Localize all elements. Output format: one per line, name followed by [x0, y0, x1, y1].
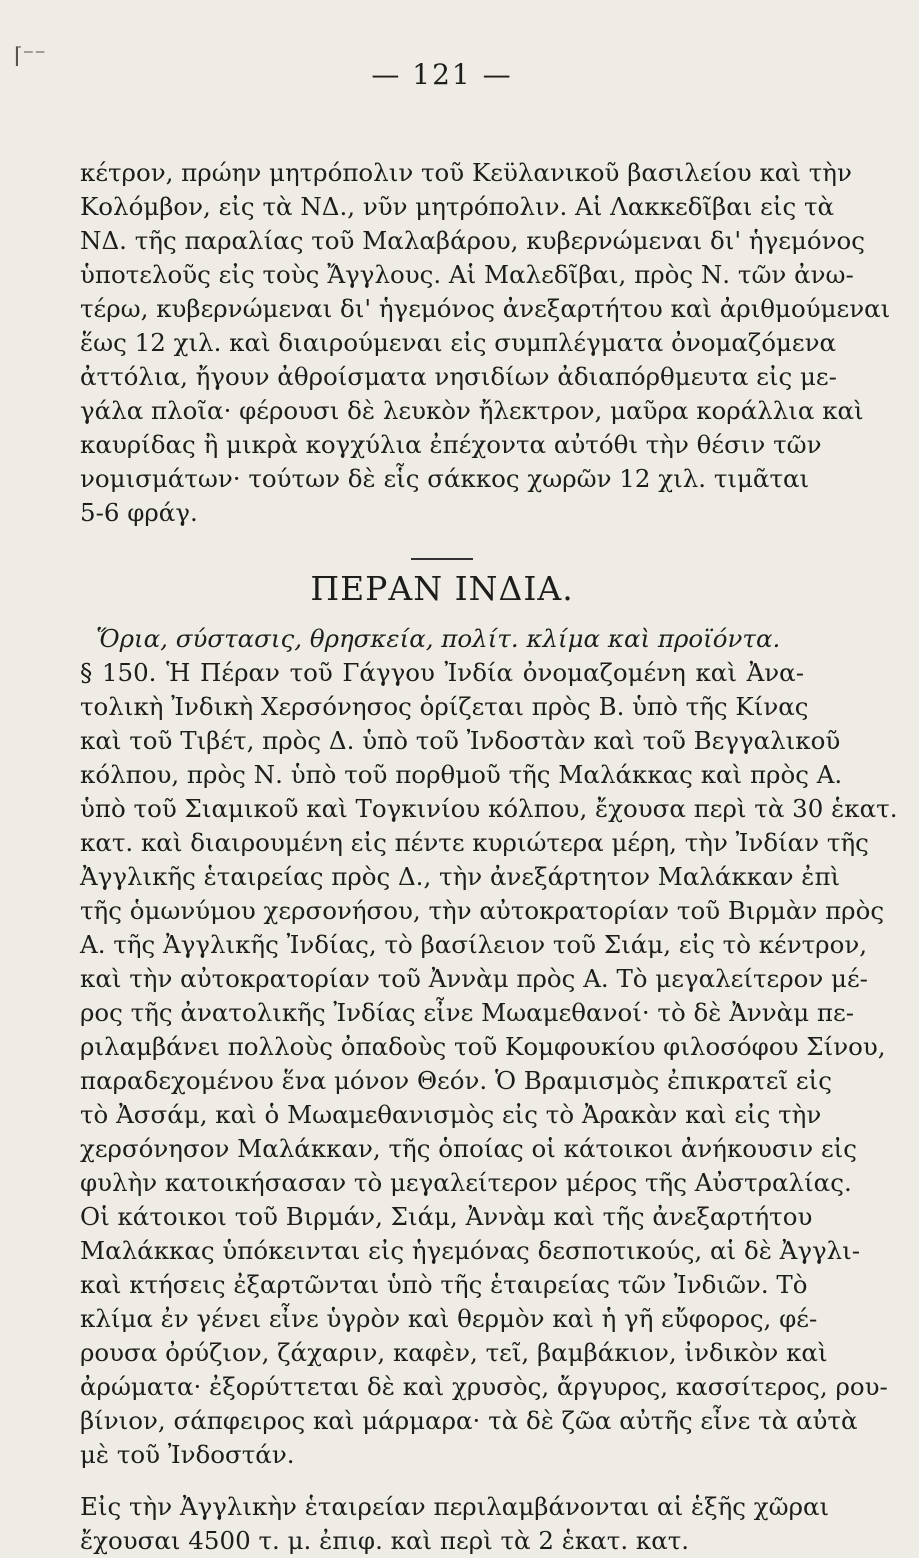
text-line: Μαλάκκας ὑπόκεινται εἰς ἡγεμόνας δεσποτικούς, αἱ δὲ Ἀγγλι-: [80, 1236, 861, 1265]
section-heading: ΠΕΡΑΝ ΙΝΔΙΑ.: [310, 569, 574, 608]
text-line: φυλὴν κατοικήσασαν τὸ μεγαλείτερον μέρος τῆς Αὐστραλίας.: [80, 1168, 852, 1197]
text-line: τολικὴ Ἰνδικὴ Χερσόνησος ὁρίζεται πρὸς Β. ὑπὸ τῆς Κίνας: [80, 692, 809, 721]
text-line: χερσόνησον Μαλάκκαν, τῆς ὁποίας οἱ κάτοικοι ἀνήκουσιν εἰς: [80, 1134, 857, 1163]
text-line: Ἀγγλικῆς ἑταιρείας πρὸς Δ., τὴν ἀνεξάρτητον Μαλάκκαν ἐπὶ: [80, 862, 841, 891]
text-line: τῆς ὁμωνύμου χερσονήσου, τὴν αὐτοκρατορίαν τοῦ Βιρμὰν πρὸς: [80, 896, 885, 925]
text-line: νομισμάτων· τούτων δὲ εἷς σάκκος χωρῶν 12 χιλ. τιμᾶται: [80, 464, 810, 493]
text-line: καὶ τοῦ Τιβέτ, πρὸς Δ. ὑπὸ τοῦ Ἰνδοστὰν καὶ τοῦ Βεγγαλικοῦ: [80, 726, 841, 755]
text-line: καυρίδας ἢ μικρὰ κογχύλια ἐπέχοντα αὐτόθι τὴν θέσιν τῶν: [80, 430, 822, 459]
text-line: ἕως 12 χιλ. καὶ διαιρούμεναι εἰς συμπλέγματα ὀνομαζόμενα: [80, 328, 837, 357]
paragraph-section-150: [80, 656, 898, 1472]
text-line: παραδεχομένου ἕνα μόνον Θεόν. Ὁ Βραμισμὸς ἐπικρατεῖ εἰς: [80, 1066, 832, 1095]
section-rule: [411, 558, 473, 560]
text-line: κόλπου, πρὸς Ν. ὑπὸ τοῦ πορθμοῦ τῆς Μαλάκκας καὶ πρὸς Α.: [80, 760, 843, 789]
text-line: ἔχουσαι 4500 τ. μ. ἐπιφ. καὶ περὶ τὰ 2 ἑκατ. κατ.: [80, 1526, 690, 1555]
text-line: ρος τῆς ἀνατολικῆς Ἰνδίας εἶνε Μωαμεθανοί· τὸ δὲ Ἀννὰμ πε-: [80, 998, 854, 1027]
text-line: Α. τῆς Ἀγγλικῆς Ἰνδίας, τὸ βασίλειον τοῦ Σιάμ, εἰς τὸ κέντρον,: [80, 930, 868, 959]
corner-mark: ⌈⁻⁻: [14, 44, 46, 69]
text-line: ἀρώματα· ἐξορύττεται δὲ καὶ χρυσὸς, ἄργυρος, κασσίτερος, ρου-: [80, 1372, 888, 1401]
text-line: Εἰς τὴν Ἀγγλικὴν ἑταιρείαν περιλαμβάνονται αἱ ἑξῆς χῶραι: [80, 1492, 830, 1521]
text-line: γάλα πλοῖα· φέρουσι δὲ λευκὸν ἤλεκτρον, μαῦρα κοράλλια καὶ: [80, 396, 864, 425]
text-line: ριλαμβάνει πολλοὺς ὀπαδοὺς τοῦ Κομφουκίου φιλοσόφου Σίνου,: [80, 1032, 886, 1061]
section-subheading: Ὅρια, σύστασις, θρησκεία, πολίτ. κλίμα καὶ προϊόντα.: [96, 624, 781, 653]
text-line: τέρω, κυβερνώμεναι δι' ἡγεμόνος ἀνεξαρτήτου καὶ ἀριθμούμεναι: [80, 294, 891, 323]
text-line: Οἱ κάτοικοι τοῦ Βιρμάν, Σιάμ, Ἀννὰμ καὶ τῆς ἀνεξαρτήτου: [80, 1202, 813, 1231]
text-line: ρουσα ὀρύζιον, ζάχαριν, καφὲν, τεῖ, βαμβάκιον, ἰνδικὸν καὶ: [80, 1338, 828, 1367]
text-line: ὑπὸ τοῦ Σιαμικοῦ καὶ Τογκινίου κόλπου, ἔχουσα περὶ τὰ 30 ἑκατ.: [80, 794, 898, 823]
text-line: ἀττόλια, ἤγουν ἀθροίσματα νησιδίων ἀδιαπόρθμευτα εἰς με-: [80, 362, 837, 391]
text-line: § 150. Ἡ Πέραν τοῦ Γάγγου Ἰνδία ὀνομαζομένη καὶ Ἀνα-: [80, 658, 804, 687]
page-number: — 121 —: [371, 58, 513, 91]
text-line: 5-6 φράγ.: [80, 498, 198, 527]
paragraph-continuation: [80, 156, 891, 530]
text-line: ΝΔ. τῆς παραλίας τοῦ Μαλαβάρου, κυβερνώμεναι δι' ἡγεμόνος: [80, 226, 865, 255]
text-line: κατ. καὶ διαιρουμένη εἰς πέντε κυριώτερα μέρη, τὴν Ἰνδίαν τῆς: [80, 828, 869, 857]
text-line: καὶ τὴν αὐτοκρατορίαν τοῦ Ἀννὰμ πρὸς Α. Τὸ μεγαλείτερον μέ-: [80, 964, 868, 993]
text-line: κέτρον, πρώην μητρόπολιν τοῦ Κεϋλανικοῦ βασιλείου καὶ τὴν: [80, 158, 852, 187]
text-line: κλίμα ἐν γένει εἶνε ὑγρὸν καὶ θερμὸν καὶ ἡ γῆ εὔφορος, φέ-: [80, 1304, 818, 1333]
text-line: Κολόμβον, εἰς τὰ ΝΔ., νῦν μητρόπολιν. Αἱ Λακκεδῖβαι εἰς τὰ: [80, 192, 835, 221]
paragraph-english-company: [80, 1490, 830, 1558]
text-line: ὑποτελοῦς εἰς τοὺς Ἄγγλους. Αἱ Μαλεδῖβαι, πρὸς Ν. τῶν ἀνω-: [80, 260, 854, 289]
text-line: βίνιον, σάπφειρος καὶ μάρμαρα· τὰ δὲ ζῶα αὐτῆς εἶνε τὰ αὐτὰ: [80, 1406, 858, 1435]
text-line: τὸ Ἀσσάμ, καὶ ὁ Μωαμεθανισμὸς εἰς τὸ Ἀρακὰν καὶ εἰς τὴν: [80, 1100, 822, 1129]
text-line: μὲ τοῦ Ἰνδοστάν.: [80, 1440, 295, 1469]
text-line: καὶ κτήσεις ἐξαρτῶνται ὑπὸ τῆς ἑταιρείας τῶν Ἰνδιῶν. Τὸ: [80, 1270, 808, 1299]
